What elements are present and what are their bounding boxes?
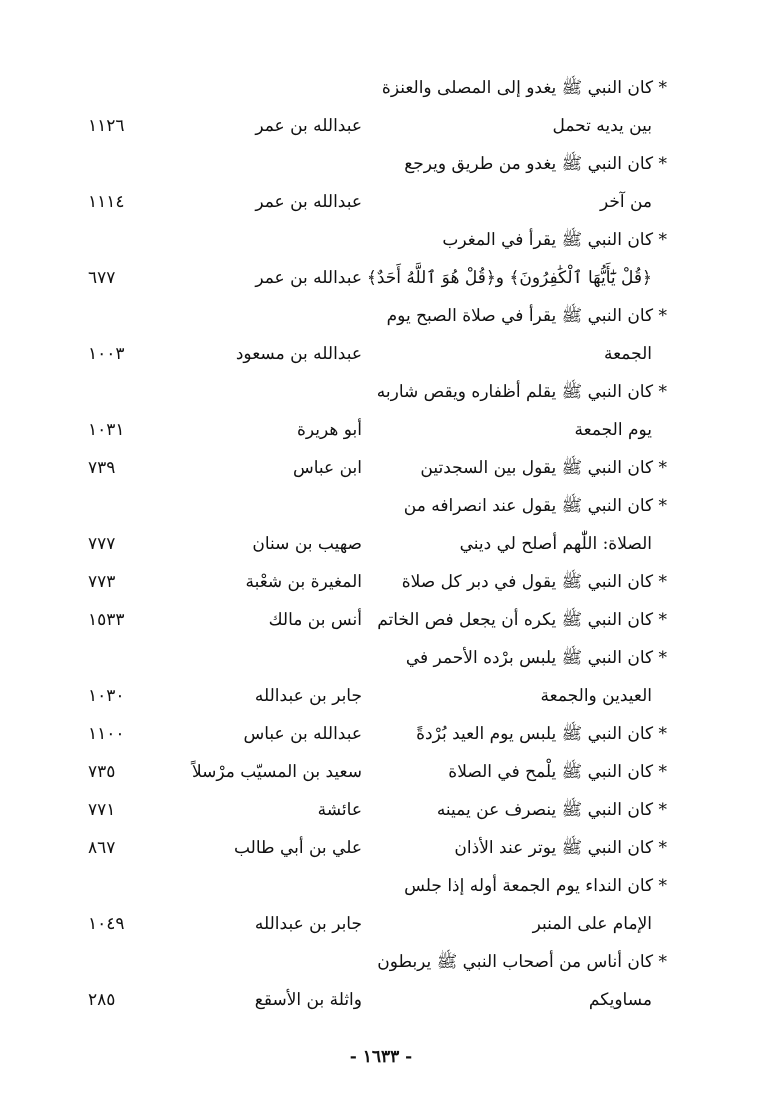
hadith-text: * كان النبي ﷺ يغدو من طريق ويرجع (404, 154, 667, 174)
hadith-number: ٧٧٣ (88, 572, 116, 592)
index-entry-line (0, 491, 762, 521)
index-entry-line (0, 681, 762, 711)
hadith-text: العيدين والجمعة (540, 686, 652, 706)
hadith-text: * كان النداء يوم الجمعة أوله إذا جلس (404, 876, 667, 896)
hadith-number: ١٠٠٣ (88, 344, 125, 364)
hadith-number: ٨٦٧ (88, 838, 116, 858)
index-entry-line (0, 149, 762, 179)
narrator: عائشة (317, 800, 362, 820)
index-entry-line (0, 377, 762, 407)
index-entry-line (0, 795, 762, 825)
narrator: المغيرة بن شعْبة (245, 572, 362, 592)
index-entry-line (0, 643, 762, 673)
index-entry-line (0, 301, 762, 331)
hadith-text: ﴿قُلْ يَٰٓأَيُّهَا ٱلْكَٰفِرُونَ﴾ و﴿قُلْ هُوَ ٱللَّهُ أَحَدٌ﴾ (366, 268, 652, 288)
index-entry-line (0, 111, 762, 141)
index-entry-line (0, 909, 762, 939)
index-entry-line (0, 529, 762, 559)
index-entry-line (0, 833, 762, 863)
index-entry-line (0, 415, 762, 445)
page-number: - ١٦٣٣ - (349, 1047, 413, 1067)
index-entry-line (0, 947, 762, 977)
index-entry-line (0, 187, 762, 217)
index-entry-line (0, 263, 762, 293)
narrator: عبدالله بن عمر (255, 116, 362, 136)
hadith-number: ١١٢٦ (88, 116, 125, 136)
hadith-number: ٧٧٧ (88, 534, 116, 554)
narrator: جابر بن عبدالله (254, 686, 362, 706)
hadith-text: من آخر (599, 192, 652, 212)
hadith-text: يوم الجمعة (574, 420, 652, 440)
hadith-text: * كان النبي ﷺ يلبس يوم العيد بُرْدةً (416, 724, 667, 744)
hadith-number: ١٠٣٠ (88, 686, 125, 706)
hadith-number: ١١١٤ (88, 192, 125, 212)
hadith-text: * كان النبي ﷺ يلْمح في الصلاة (448, 762, 667, 782)
hadith-text: * كان النبي ﷺ ينصرف عن يمينه (436, 800, 667, 820)
hadith-text: * كان أناس من أصحاب النبي ﷺ يربطون (377, 952, 667, 972)
hadith-text: * كان النبي ﷺ يغدو إلى المصلى والعنزة (381, 78, 667, 98)
index-entry-line (0, 225, 762, 255)
hadith-text: الجمعة (603, 344, 652, 364)
narrator: أنس بن مالك (268, 610, 362, 630)
hadith-text: الإمام على المنبر (532, 914, 652, 934)
index-entry-line (0, 871, 762, 901)
index-entry-line (0, 719, 762, 749)
index-entry-line (0, 605, 762, 635)
hadith-text: * كان النبي ﷺ يقول في دبر كل صلاة (401, 572, 667, 592)
hadith-number: ١٠٣١ (88, 420, 125, 440)
hadith-number: ٧٣٥ (88, 762, 116, 782)
hadith-text: * كان النبي ﷺ يوتر عند الأذان (454, 838, 667, 858)
narrator: علي بن أبي طالب (233, 838, 362, 858)
hadith-text: بين يديه تحمل (552, 116, 652, 136)
index-entry-line (0, 567, 762, 597)
hadith-number: ٢٨٥ (88, 990, 116, 1010)
index-entry-line (0, 985, 762, 1015)
narrator: عبدالله بن مسعود (235, 344, 362, 364)
hadith-text: * كان النبي ﷺ يقلم أظفاره ويقص شاربه (376, 382, 667, 402)
narrator: عبدالله بن عمر (255, 192, 362, 212)
index-entry-line (0, 73, 762, 103)
index-entry-line (0, 453, 762, 483)
hadith-text: * كان النبي ﷺ يقول عند انصرافه من (403, 496, 667, 516)
narrator: واثلة بن الأسقع (254, 990, 362, 1010)
narrator: سعيد بن المسيّب مرْسلاً (192, 762, 362, 782)
hadith-text: * كان النبي ﷺ يقرأ في المغرب (442, 230, 667, 250)
hadith-number: ١١٠٠ (88, 724, 125, 744)
hadith-text: * كان النبي ﷺ يكره أن يجعل فص الخاتم (377, 610, 667, 630)
hadith-text: * كان النبي ﷺ يقول بين السجدتين (420, 458, 667, 478)
index-entry-line (0, 339, 762, 369)
hadith-text: الصلاة: اللّٰهم أصلح لي ديني (459, 534, 652, 554)
narrator: عبدالله بن عمر (255, 268, 362, 288)
hadith-number: ١٥٣٣ (88, 610, 125, 630)
hadith-text: مساويكم (588, 990, 652, 1010)
index-entry-line (0, 757, 762, 787)
narrator: عبدالله بن عباس (243, 724, 362, 744)
hadith-number: ٧٣٩ (88, 458, 116, 478)
narrator: صهيب بن سنان (252, 534, 362, 554)
hadith-text: * كان النبي ﷺ يقرأ في صلاة الصبح يوم (386, 306, 667, 326)
narrator: أبو هريرة (296, 420, 362, 440)
hadith-text: * كان النبي ﷺ يلبس برْده الأحمر في (405, 648, 667, 668)
narrator: جابر بن عبدالله (254, 914, 362, 934)
hadith-number: ٧٧١ (88, 800, 116, 820)
hadith-number: ١٠٤٩ (88, 914, 125, 934)
narrator: ابن عباس (292, 458, 362, 478)
hadith-number: ٦٧٧ (88, 268, 116, 288)
